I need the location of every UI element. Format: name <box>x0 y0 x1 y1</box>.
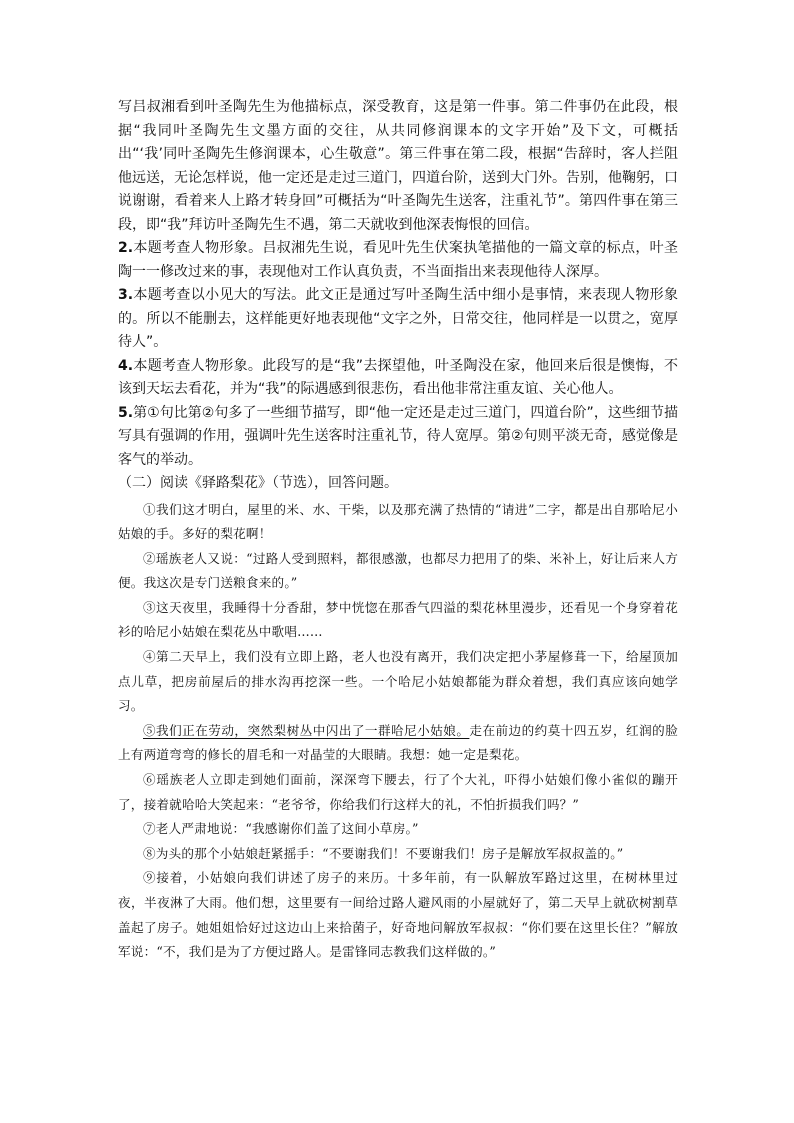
answer-2-number: 2. <box>118 240 134 256</box>
answer-4-number: 4. <box>118 357 134 374</box>
passage-paragraph-9: ⑨接着，小姑娘向我们讲述了房子的来历。十多年前，有一队解放军路过这里，在树林里过夜，半夜淋了大雨。他们想，这里要有一间给过路人避风雨的小屋就好了，第二天早上就砍树割草盖起了房子。她姐姐恰好过这边山上来拾菌子，好奇地问解放军叔叔：“你们要在这里长住？”解放军说：“不，我们是为了方便过路人。是雷锋同志教我们这样做的。” <box>118 870 678 960</box>
passage-paragraph-8: ⑧为头的那个小姑娘赶紧摇手：“不要谢我们！不要谢我们！房子是解放军叔叔盖的。” <box>143 845 624 861</box>
answer-4 <box>118 355 678 402</box>
answer-4-text: 本题考查人物形象。此段写的是“我”去探望他，叶圣陶没在家，他回来后很是懊悔，不该到天坛去看花，并为“我”的际遇感到很悲伤，看出他非常注重友谊、关心他人。 <box>118 357 678 397</box>
passage-paragraph-7: ⑦老人严肃地说：“我感谢你们盖了这间小草房。” <box>143 821 419 837</box>
passage-paragraph-1: ①我们这才明白，屋里的米、水、干柴，以及那充满了热情的“请进”二字，都是出自那哈尼小姑娘的手。多好的梨花啊！ <box>118 501 678 542</box>
passage-paragraph-5-rest: 走在前边的约莫十四五岁，红润的脸上有两道弯弯的修长的眉毛和一对晶莹的大眼睛。我想：她一定是梨花。 <box>118 722 679 763</box>
passage-paragraph-2: ②瑶族老人又说：“过路人受到照料，都很感激，也都尽力把用了的柴、米补上，好让后来人方便。我这次是专门送粮食来的。” <box>118 550 678 591</box>
answer-5 <box>118 402 678 473</box>
passage-paragraph-6: ⑥瑶族老人立即走到她们面前，深深弯下腰去，行了个大礼，吓得小姑娘们像小雀似的蹦开了，接着就哈哈大笑起来：“老爷爷，你给我们行这样大的礼，不怕折损我们吗？” <box>118 772 678 812</box>
reading-passage <box>118 498 678 965</box>
passage-paragraph-3: ③这天夜里，我睡得十分香甜，梦中恍惚在那香气四溢的梨花林里漫步，还看见一个身穿着花衫的哈尼小姑娘在梨花丛中歌唱…… <box>118 599 678 640</box>
answer-2-text: 本题考查人物形象。吕叔湘先生说，看见叶先生伏案执笔描他的一篇文章的标点，叶圣陶一一修改过来的事，表现他对工作认真负责，不当面指出来表现他待人深厚。 <box>118 240 678 280</box>
document-page <box>118 96 678 965</box>
underlined-sentence: ⑤我们正在劳动，突然梨树丛中闪出了一群哈尼小姑娘。 <box>143 722 470 738</box>
answer-5-number: 5. <box>118 404 134 421</box>
passage-paragraph-5 <box>118 719 678 768</box>
answer-3-number: 3. <box>118 287 134 303</box>
passage-paragraph-4: ④第二天早上，我们没有立即上路，老人也没有离开，我们决定把小茅屋修葺一下，给屋顶加点儿草，把房前屋后的排水沟再挖深一些。一个哈尼小姑娘都能为群众着想，我们真应该向她学习。 <box>118 649 678 714</box>
answer-2 <box>118 237 678 284</box>
answer-3-text: 本题考查以小见大的写法。此文正是通过写叶圣陶生活中细小是事情，来表现人物形象的。所以不能删去，这样能更好地表现他“文字之外，日常交往，他同样是一以贯之，宽厚待人”。 <box>118 287 678 350</box>
answer-1-continued: 写吕叔湘看到叶圣陶先生为他描标点，深受教育，这是第一件事。第二件事仍在此段，根据“我同叶圣陶先生文墨方面的交往，从共同修润课本的文字开始”及下文，可概括出“‘我’同叶圣陶先生修润课本，心生敬意”。第三件事在第二段，根据“告辞时，客人拦阻他远送，无论怎样说，他一定还是走过三道门，四道台阶，送到大门外。告别，他鞠躬，口说谢谢，看着来人上路才转身回”可概括为“叶圣陶先生送客，注重礼节”。第四件事在第三段，即“我”拜访叶圣陶先生不遇，第二天就收到他深表悔恨的回信。 <box>118 99 678 233</box>
answer-3 <box>118 284 678 355</box>
answer-5-text: 第①句比第②句多了一些细节描写，即“他一定还是走过三道门，四道台阶”，这些细节描写具有强调的作用，强调叶先生送客时注重礼节，待人宽厚。第②句则平淡无奇，感觉像是客气的举动。 <box>118 404 678 468</box>
section-heading: （二）阅读《驿路梨花》（节选），回答问题。 <box>118 475 398 491</box>
